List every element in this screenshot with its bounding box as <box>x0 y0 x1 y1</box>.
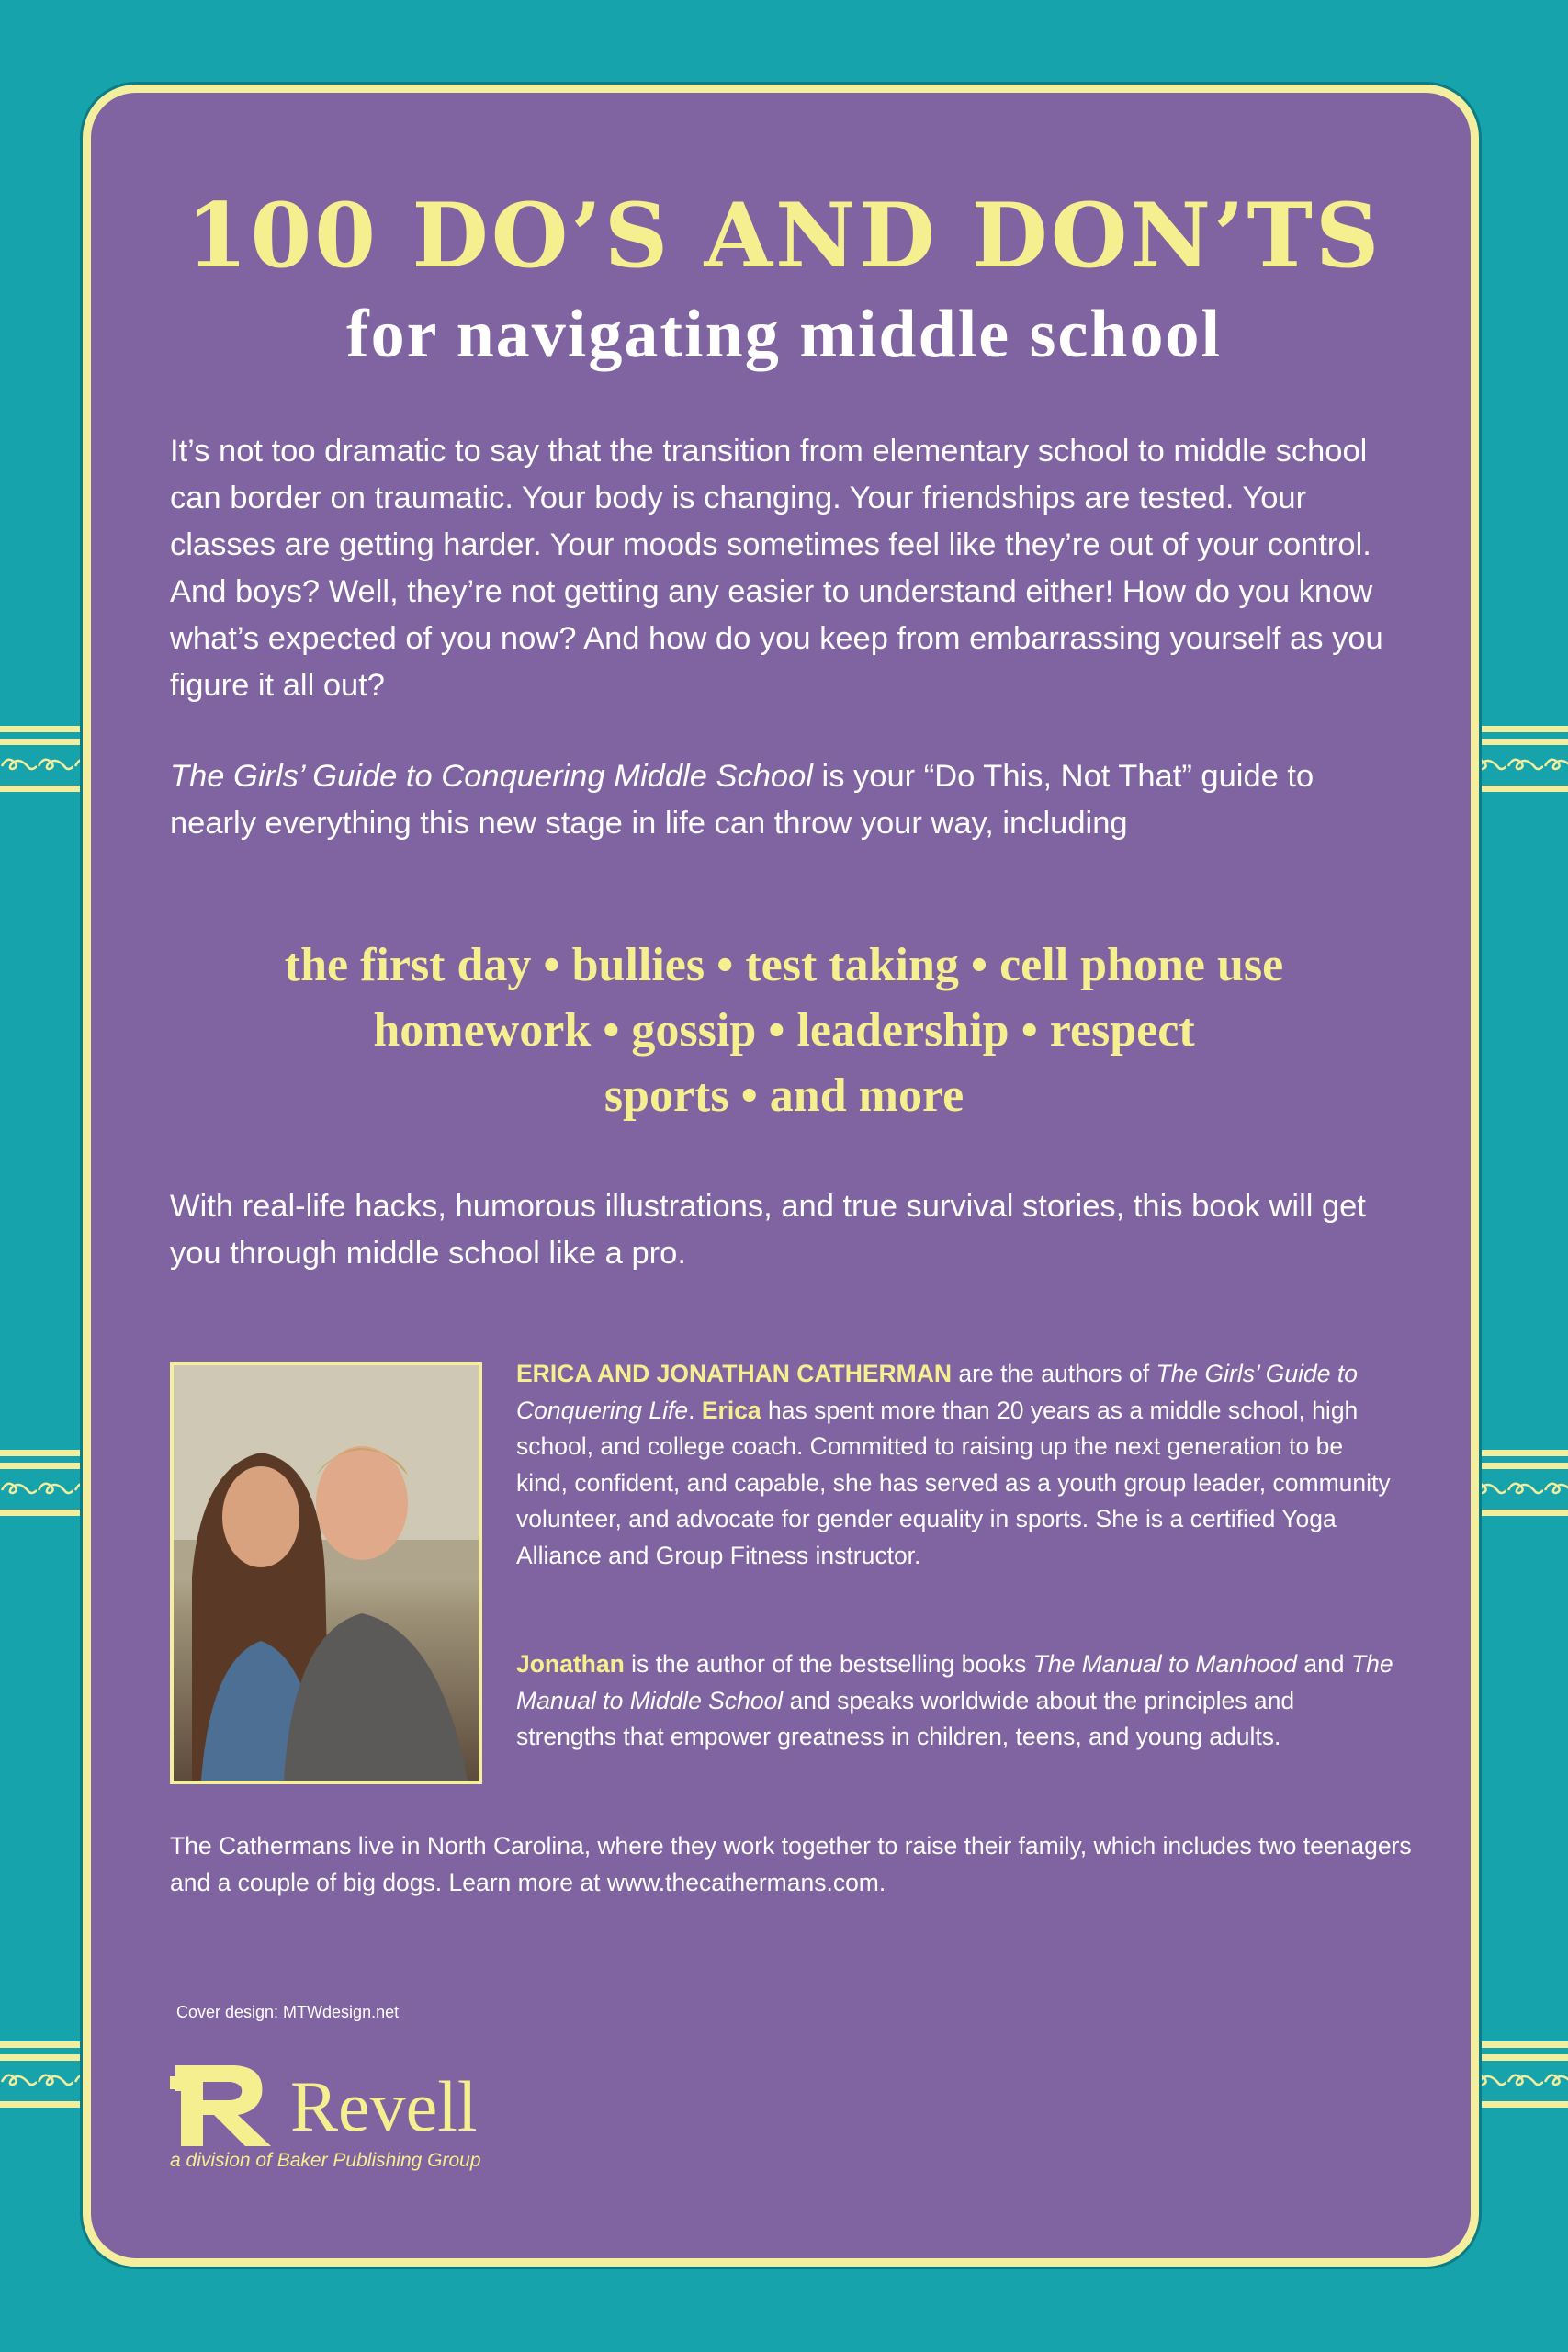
publisher-tagline: a division of Baker Publishing Group <box>170 2150 481 2171</box>
book-title-heading: 100 DO’S AND DON’TS <box>186 184 1382 288</box>
cover-design-credit: Cover design: MTWdesign.net <box>176 2003 400 2021</box>
bio-text: has spent more than 20 years as a middle school, high school, and college coach. Committed to raising up the next generation to be kind, confident, and capable, she has served as a youth group leader, community volunteer, and advocate for gender equality in sports. She is a certified Yoga Alliance and Group Fitness instructor. <box>516 1396 1391 1569</box>
topics-list <box>0 933 1568 1128</box>
author-name-erica: Erica <box>701 1396 761 1424</box>
bio-text: and <box>1296 1650 1351 1678</box>
book-title-inline: The Manual to Middle School <box>516 1650 1393 1714</box>
bio-text: is the author of the bestselling books <box>624 1650 1033 1678</box>
bio-text: are the authors of <box>952 1360 1156 1387</box>
revell-r-logo-icon <box>170 2058 280 2150</box>
topics-line: the first day • bullies • test taking • cell phone use <box>284 939 1284 991</box>
book-title-inline: The Girls’ Guide to Conquering Middle School <box>170 759 813 794</box>
book-title-inline: The Girls’ Guide to Conquering Life <box>516 1360 1358 1424</box>
book-subtitle: for navigating middle school <box>346 297 1222 372</box>
guide-text: is your “Do This, Not That” guide to nearly everything this new stage in life can throw your way, including <box>170 759 1314 841</box>
author-bio-first <box>516 1356 1398 1574</box>
authors-closing: The Cathermans live in North Carolina, where they work together to raise their family, which includes two teenagers and a couple of big dogs. Learn more at www.thecathermans.com. <box>170 1832 1412 1896</box>
back-cover-panel <box>83 85 1479 2267</box>
book-title-inline: The Manual to Manhood <box>1032 1650 1297 1678</box>
bio-text: . <box>688 1396 702 1424</box>
author-photo-illustration <box>174 1365 479 1781</box>
closing-pitch: With real-life hacks, humorous illustrations, and true survival stories, this book will get you through middle school like a pro. <box>170 1189 1366 1271</box>
intro-paragraph: It’s not too dramatic to say that the transition from elementary school to middle school can border on traumatic. Your body is changing. Your friendships are tested. Your classes are getting harder. Your moods sometimes feel like they’re out of your control. And boys? Well, they’re not getting any easier to understand either! How do you know what’s expected of you now? And how do you keep from embarrassing yourself as you figure it all out? <box>170 434 1383 703</box>
guide-paragraph <box>170 753 1401 847</box>
author-name-jonathan: Jonathan <box>516 1650 625 1678</box>
topics-line: sports • and more <box>604 1069 964 1122</box>
bio-text: and speaks worldwide about the principles and strengths that empower greatness in children, teens, and young adults. <box>516 1686 1295 1750</box>
author-photo <box>170 1362 482 1784</box>
topics-line: homework • gossip • leadership • respect <box>373 1004 1195 1057</box>
publisher-name: Revell <box>290 2066 478 2146</box>
author-names: ERICA AND JONATHAN CATHERMAN <box>516 1360 953 1387</box>
author-bio-second <box>516 1646 1398 1756</box>
